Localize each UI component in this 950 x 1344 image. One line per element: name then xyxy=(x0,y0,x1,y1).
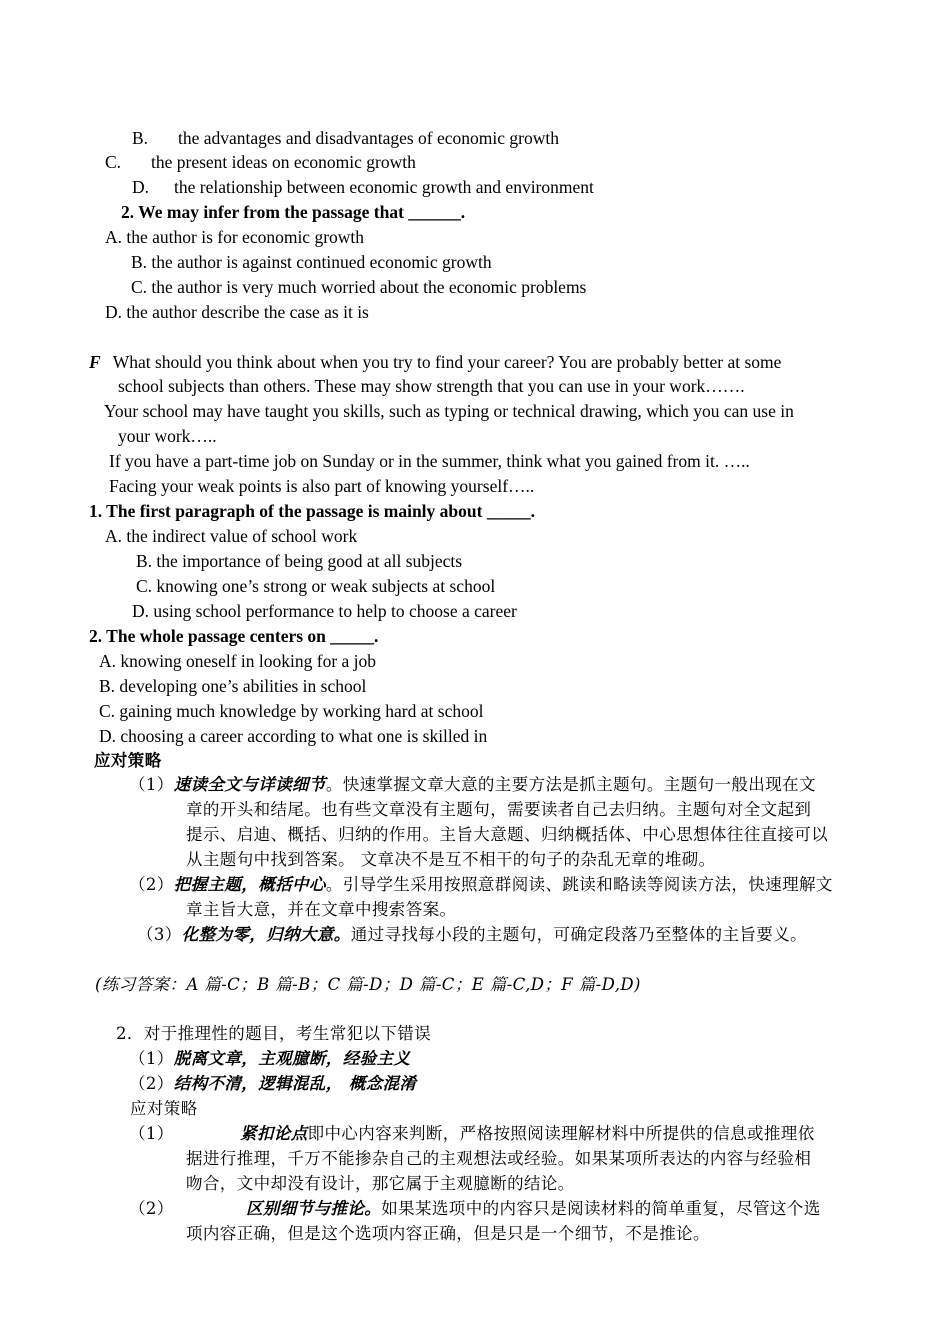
option-text: the relationship between economic growth and environment xyxy=(174,177,594,197)
option-d: D. using school performance to help to choose a career xyxy=(132,601,517,621)
passage-text: What should you think about when you try to find your career? You are probably better at some xyxy=(112,352,782,372)
error-item-1 xyxy=(129,1047,410,1071)
item-title: 速读全文与详读细节 xyxy=(173,775,326,794)
option-c xyxy=(105,150,416,174)
option-d: D. the author describe the case as it is xyxy=(105,302,369,322)
item-title: 化整为零，归纳大意。 xyxy=(181,925,351,944)
strategy-item-1 xyxy=(129,773,816,797)
item-text: 通过寻找每小段的主题句，可确定段落乃至整体的主旨要义。 xyxy=(350,925,808,944)
question-stem: 2. The whole passage centers on _____. xyxy=(89,626,379,646)
option-b: B. developing one’s abilities in school xyxy=(99,676,367,696)
option-a: A. the author is for economic growth xyxy=(105,227,365,247)
item-text: 章的开头和结尾。也有些文章没有主题句，需要读者自己去归纳。主题句对全文起到 xyxy=(186,800,812,819)
strategy-item-3 xyxy=(137,923,807,947)
item-title: 结构不清，逻辑混乱， 概念混淆 xyxy=(173,1074,417,1093)
item-title: 把握主题，概括中心 xyxy=(173,875,326,894)
passage-text: If you have a part-time job on Sunday or in the summer, think what you gained from it. ….. xyxy=(109,451,750,471)
option-a: A. the indirect value of school work xyxy=(105,526,358,546)
item-title: 脱离文章，主观臆断，经验主义 xyxy=(173,1049,411,1068)
option-a: A. knowing oneself in looking for a job xyxy=(99,651,377,671)
strategy-item-1 xyxy=(129,1122,815,1146)
item-text: 提示、启迪、概括、归纳的作用。主旨大意题、归纳概括体、中心思想体往往直接可以 xyxy=(186,825,829,844)
strategy-heading: 应对策略 xyxy=(130,1099,198,1118)
strategy-heading: 应对策略 xyxy=(94,751,162,770)
item-number: （2） xyxy=(129,1199,174,1218)
error-item-2 xyxy=(129,1072,416,1096)
option-text: the advantages and disadvantages of economic growth xyxy=(178,128,559,148)
option-b: B. the author is against continued economic growth xyxy=(131,252,492,272)
item-number: （2） xyxy=(129,875,174,894)
item-number: （2） xyxy=(129,1074,174,1093)
item-text: 章主旨大意，并在文章中搜索答案。 xyxy=(186,900,457,919)
item-text: 如果某选项中的内容只是阅读材料的简单重复，尽管这个选 xyxy=(381,1199,821,1218)
question-stem: 2. We may infer from the passage that ______. xyxy=(121,202,466,222)
item-title: 区别细节与推论。 xyxy=(246,1199,382,1218)
passage-text: Facing your weak points is also part of knowing yourself….. xyxy=(109,476,535,496)
passage-paragraph xyxy=(89,350,781,374)
passage-label: F xyxy=(89,352,101,372)
passage-text: your work….. xyxy=(118,426,217,446)
option-c: C. the author is very much worried about the economic problems xyxy=(131,277,587,297)
answer-key: (练习答案：A 篇-C；B 篇-B；C 篇-D；D 篇-C；E 篇-C,D；F 篇-D,D) xyxy=(95,975,641,994)
item-text: 吻合，文中却没有设计，那它属于主观臆断的结论。 xyxy=(186,1174,575,1193)
section-heading: 2．对于推理性的题目，考生常犯以下错误 xyxy=(116,1024,432,1043)
item-text: 项内容正确，但是这个选项内容正确，但是只是一个细节，不是推论。 xyxy=(186,1224,710,1243)
option-letter: B. xyxy=(132,128,149,148)
item-text: 。引导学生采用按照意群阅读、跳读和略读等阅读方法，快速理解文 xyxy=(325,875,833,894)
option-c: C. gaining much knowledge by working hard at school xyxy=(99,701,484,721)
item-text: 据进行推理，千万不能掺杂自己的主观想法或经验。如果某项所表达的内容与经验相 xyxy=(186,1149,812,1168)
strategy-item-2 xyxy=(129,873,833,897)
option-b xyxy=(132,126,559,150)
strategy-item-2 xyxy=(129,1197,821,1221)
item-number: （1） xyxy=(129,1049,174,1068)
option-d: D. choosing a career according to what one is skilled in xyxy=(99,726,488,746)
option-d xyxy=(132,175,594,199)
item-number: （3） xyxy=(137,925,182,944)
item-text: 即中心内容来判断，严格按照阅读理解材料中所提供的信息或推理依 xyxy=(307,1124,815,1143)
item-number: （1） xyxy=(129,1124,174,1143)
option-letter: C. xyxy=(105,152,122,172)
item-text: 从主题句中找到答案。 文章决不是互不相干的句子的杂乱无章的堆砌。 xyxy=(186,850,716,869)
option-b: B. the importance of being good at all subjects xyxy=(136,551,463,571)
question-stem: 1. The first paragraph of the passage is mainly about _____. xyxy=(89,501,535,521)
option-letter: D. xyxy=(132,177,150,197)
option-c: C. knowing one’s strong or weak subjects at school xyxy=(136,576,496,596)
option-text: the present ideas on economic growth xyxy=(151,152,416,172)
passage-text: school subjects than others. These may show strength that you can use in your work……. xyxy=(118,376,745,396)
item-title: 紧扣论点 xyxy=(240,1124,308,1143)
item-number: （1） xyxy=(129,775,174,794)
item-text: 。快速掌握文章大意的主要方法是抓主题句。主题句一般出现在文 xyxy=(325,775,816,794)
passage-text: Your school may have taught you skills, such as typing or technical drawing, which you can use in xyxy=(104,401,794,421)
